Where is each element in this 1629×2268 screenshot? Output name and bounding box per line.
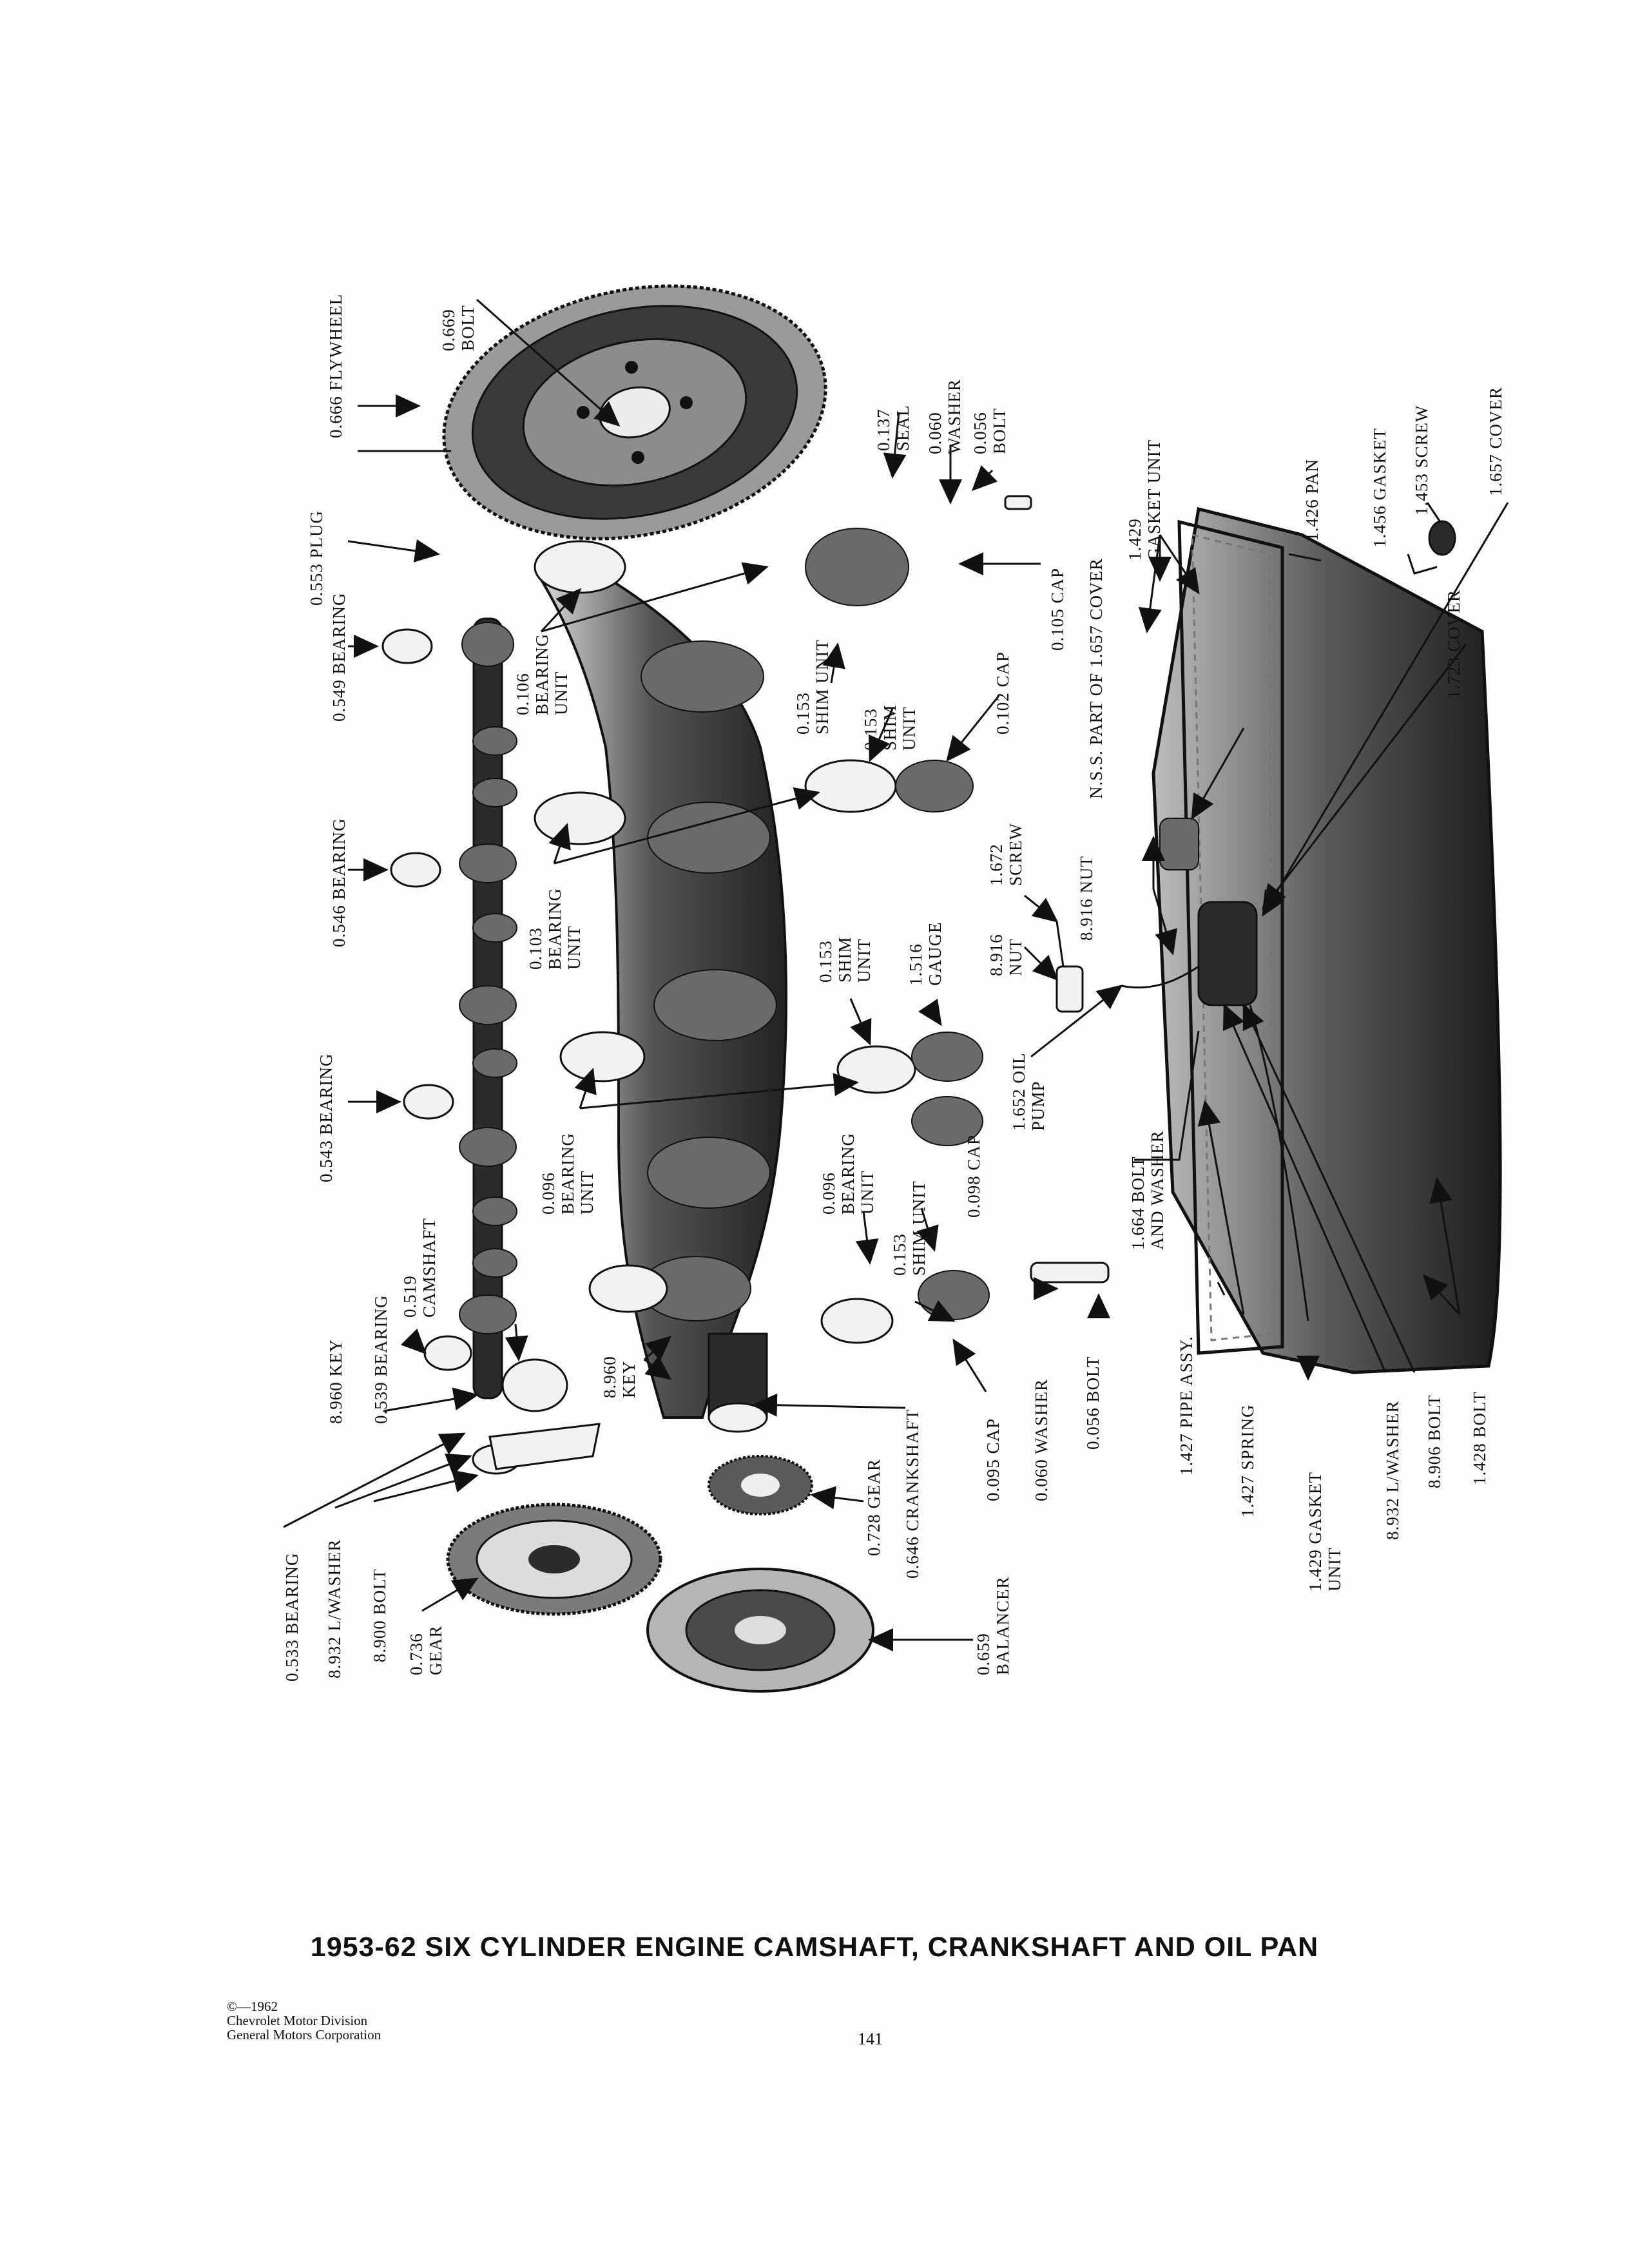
callout-bearing-0546: 0.546 BEARING [329,818,349,947]
balancer-illustration [648,1569,873,1691]
corporation-line: General Motors Corporation [227,2027,381,2042]
callout-gauge: 1.516GAUGE [906,921,945,986]
callout-shim-unit-a: 0.153SHIM UNIT [793,639,832,735]
crankshaft-illustration [541,554,786,1432]
callout-bearing-unit-0096-b: 0.096BEARINGUNIT [819,1133,877,1215]
callout-screw-1453: 1.453 SCREW [1412,405,1431,515]
callout-cover-1723: 1.723 COVER [1444,589,1463,699]
callout-gear-0736: 0.736GEAR [407,1625,445,1675]
callout-bearing-0543: 0.543 BEARING [316,1053,336,1182]
callout-bearing-0533: 0.533 BEARING [282,1552,302,1682]
callout-gasket-1456: 1.456 GASKET [1370,428,1389,548]
callout-lwasher-left: 8.932 L/WASHER [325,1539,344,1678]
flywheel-illustration [420,253,849,572]
callout-cap-0105: 0.105 CAP [1048,567,1067,651]
callout-plug: 0.553 PLUG [307,510,326,606]
callout-screw-1672: 1.672SCREW [987,822,1025,886]
callout-key-a: 8.960 KEY [326,1339,345,1424]
callout-pipe-assy: 1.427 PIPE ASSY. [1177,1336,1196,1475]
page-number: 141 [858,2030,883,2048]
callout-bearing-0539: 0.539 BEARING [371,1294,390,1424]
callout-flywheel: 0.666 FLYWHEEL [326,293,345,438]
callout-nss-part: N.S.S. PART OF 1.657 COVER [1086,558,1106,799]
callout-bearing-unit-0103: 0.103BEARINGUNIT [526,888,584,970]
callout-bolt-1428: 1.428 BOLT [1470,1391,1489,1485]
callout-gasket-unit-top: 1.429GASKET UNIT [1125,439,1164,561]
crankshaft-gear-illustration [709,1456,812,1514]
callout-bolt-8900: 8.900 BOLT [370,1568,389,1662]
callout-oil-pump: 1.652 OILPUMP [1009,1052,1048,1131]
callout-pan: 1.426 PAN [1302,458,1322,541]
callout-key-b: 8.960KEY [600,1356,639,1398]
callout-cap-0102: 0.102 CAP [993,651,1012,735]
callout-bearing-unit-0096-a: 0.096BEARINGUNIT [539,1133,597,1215]
callout-crankshaft: 0.646 CRANKSHAFT [903,1408,922,1579]
callout-shim-unit-c: 0.153SHIMUNIT [816,936,874,983]
callout-bearing-unit-0106: 0.106BEARINGUNIT [513,633,571,715]
callout-shim-unit-b: 0.153SHIMUNIT [861,704,919,751]
callout-cap-0098: 0.098 CAP [964,1134,983,1218]
camshaft-illustration [459,619,567,1411]
callout-washer-top: 0.060WASHER [925,378,964,454]
callout-camshaft: 0.519CAMSHAFT [400,1217,439,1318]
callout-cover-1657: 1.657 COVER [1486,386,1505,496]
callout-bearing-0549: 0.549 BEARING [329,592,349,722]
callout-balancer: 0.659BALANCER [974,1576,1012,1675]
copyright-block [227,1999,381,2042]
callout-bolt-8906: 8.906 BOLT [1425,1394,1444,1488]
callout-bolt-bottom: 0.056 BOLT [1083,1356,1103,1450]
callout-cap-0095: 0.095 CAP [983,1418,1003,1501]
page-title: 1953-62 SIX CYLINDER ENGINE CAMSHAFT, CRANKSHAFT AND OIL PAN [310,1932,1319,1963]
callout-bolt-and-washer: 1.664 BOLTAND WASHER [1128,1130,1167,1250]
callout-flywheel-bolt: 0.669BOLT [439,304,477,351]
division-line: Chevrolet Motor Division [227,2013,368,2028]
callout-bolt-top: 0.056BOLT [970,407,1009,454]
copyright-line: ©—1962 [227,1999,278,2014]
callout-seal: 0.137SEAL [874,405,912,451]
callout-spring: 1.427 SPRING [1238,1404,1257,1517]
callout-nut-b: 8.916 NUT [1077,856,1096,941]
callout-gasket-unit-bottom: 1.429 GASKETUNIT [1306,1472,1344,1591]
callout-gear-0728: 0.728 GEAR [864,1459,883,1556]
callout-shim-unit-d: 0.153SHIM UNIT [890,1180,929,1276]
callout-lwasher-right: 8.932 L/WASHER [1383,1400,1402,1540]
callout-nut-a: 8.916NUT [987,934,1025,976]
callout-washer-bottom: 0.060 WASHER [1032,1378,1051,1501]
